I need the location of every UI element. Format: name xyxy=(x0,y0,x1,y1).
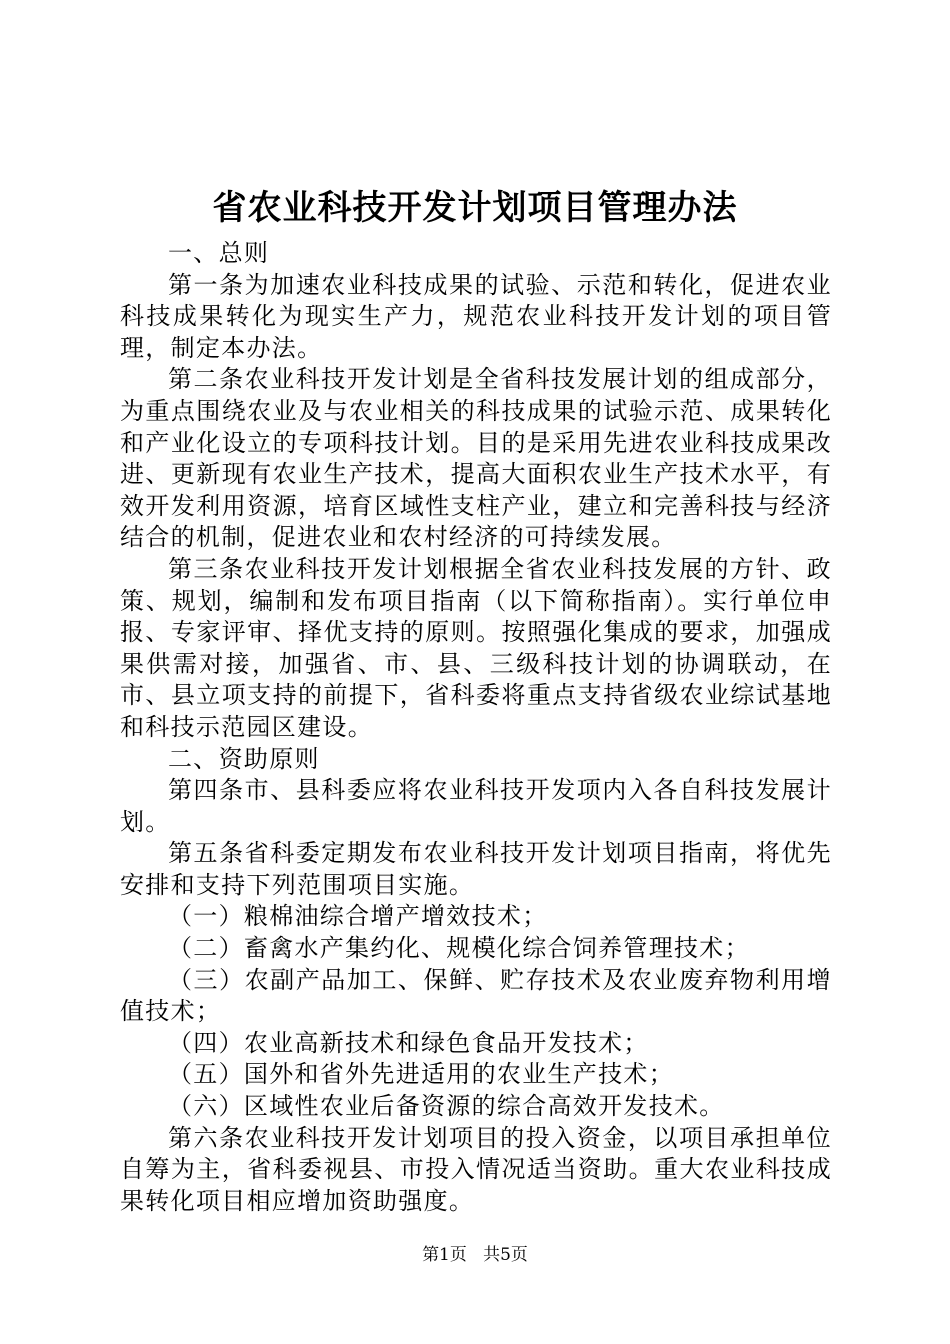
page-separator xyxy=(472,1245,477,1265)
document-title: 省农业科技开发计划项目管理办法 xyxy=(212,188,738,228)
article-paragraph: 第五条省科委定期发布农业科技开发计划项目指南，将优先安排和支持下列范围项目实施。 xyxy=(120,839,832,899)
page-footer xyxy=(0,1243,950,1267)
section-heading: 二、资助原则 xyxy=(168,744,320,773)
article-paragraph: 第六条农业科技开发计划项目的投入资金，以项目承担单位自筹为主，省科委视县、市投入情况适当资助。重大农业科技成果转化项目相应增加资助强度。 xyxy=(120,1123,832,1215)
list-item: （六）区域性农业后备资源的综合高效开发技术。 xyxy=(168,1092,725,1121)
article-paragraph: 第四条市、县科委应将农业科技开发项内入各自科技发展计划。 xyxy=(120,776,832,836)
list-item: （一）粮棉油综合增产增效技术； xyxy=(168,902,548,931)
list-item: （五）国外和省外先进适用的农业生产技术； xyxy=(168,1060,674,1089)
article-paragraph: 第一条为加速农业科技成果的试验、示范和转化，促进农业科技成果转化为现实生产力，规范农业科技开发计划的项目管理，制定本办法。 xyxy=(120,270,832,362)
article-paragraph: 第二条农业科技开发计划是全省科技发展计划的组成部分，为重点围绕农业及与农业相关的科技成果的试验示范、成果转化和产业化设立的专项科技计划。目的是采用先进农业科技成果改进、更新现有农业生产技术，提高大面积农业生产技术水平，有效开发利用资源，培育区域性支柱产业，建立和完善科技与经济结合的机制，促进农业和农村经济的可持续发展。 xyxy=(120,365,832,552)
page-number: 第1页 xyxy=(422,1245,467,1265)
document-body xyxy=(120,238,832,1217)
page-total: 共5页 xyxy=(483,1245,528,1265)
list-item: （四）农业高新技术和绿色食品开发技术； xyxy=(168,1028,649,1057)
list-item: （三）农副产品加工、保鲜、贮存技术及农业废弃物利用增值技术； xyxy=(120,965,832,1026)
section-heading: 一、总则 xyxy=(168,239,270,267)
article-paragraph: 第三条农业科技开发计划根据全省农业科技发展的方针、政策、规划，编制和发布项目指南（以下简称指南）。实行单位申报、专家评审、择优支持的原则。按照强化集成的要求，加强成果供需对接，加强省、市、县、三级科技计划的协调联动，在市、县立项支持的前提下，省科委将重点支持省级农业综试基地和科技示范园区建设。 xyxy=(120,554,832,741)
list-item: （二）畜禽水产集约化、规模化综合饲养管理技术； xyxy=(168,934,750,963)
